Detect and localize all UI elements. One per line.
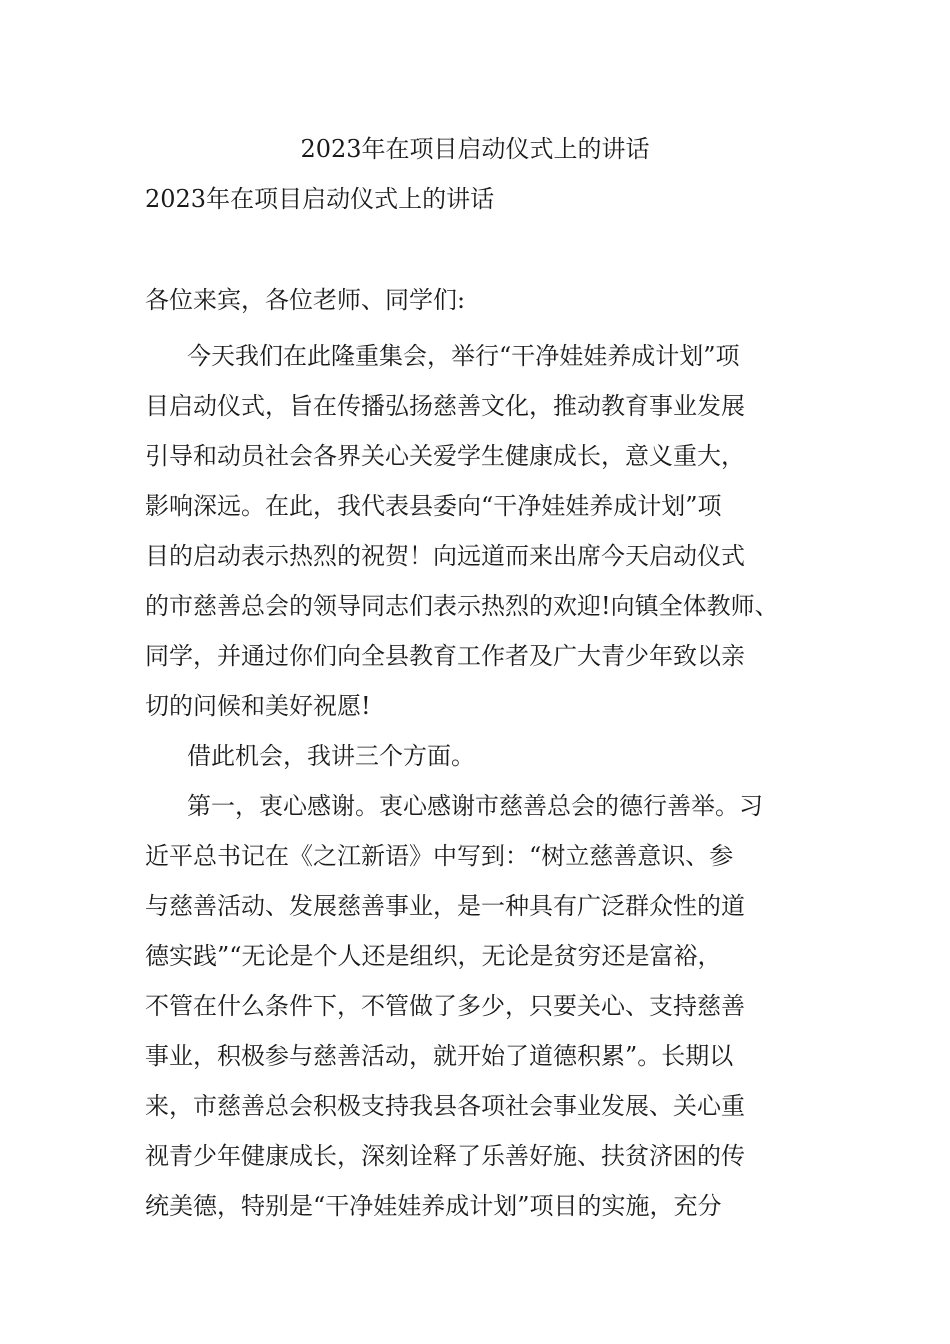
document-subtitle: 2023年在项目启动仪式上的讲话 xyxy=(145,185,495,213)
body-line: 切的问候和美好祝愿! xyxy=(145,692,371,720)
body-line: 同学，并通过你们向全县教育工作者及广大青少年致以亲 xyxy=(145,642,745,670)
body-line: 不管在什么条件下，不管做了多少，只要关心、支持慈善 xyxy=(145,992,745,1020)
body-line: 视青少年健康成长，深刻诠释了乐善好施、扶贫济困的传 xyxy=(145,1142,745,1170)
document-title: 2023年在项目启动仪式上的讲话 xyxy=(300,135,650,163)
body-line: 借此机会，我讲三个方面。 xyxy=(187,742,475,770)
body-line: 第一，衷心感谢。衷心感谢市慈善总会的德行善举。习 xyxy=(187,792,763,820)
body-line: 引导和动员社会各界关心关爱学生健康成长，意义重大， xyxy=(145,442,745,470)
body-line: 事业，积极参与慈善活动，就开始了道德积累”。长期以 xyxy=(145,1042,734,1070)
body-line: 近平总书记在《之江新语》中写到：“树立慈善意识、参 xyxy=(145,842,734,870)
body-line: 目启动仪式，旨在传播弘扬慈善文化，推动教育事业发展 xyxy=(145,392,745,420)
body-line: 今天我们在此隆重集会，举行“干净娃娃养成计划”项 xyxy=(187,342,740,370)
body-line: 与慈善活动、发展慈善事业，是一种具有广泛群众性的道 xyxy=(145,892,745,920)
body-line: 目的启动表示热烈的祝贺！向远道而来出席今天启动仪式 xyxy=(145,542,745,570)
body-line: 德实践”“无论是个人还是组织，无论是贫穷还是富裕， xyxy=(145,942,722,970)
body-line: 来，市慈善总会积极支持我县各项社会事业发展、关心重 xyxy=(145,1092,745,1120)
body-line: 统美德，特别是“干净娃娃养成计划”项目的实施，充分 xyxy=(145,1192,722,1220)
body-line: 的市慈善总会的领导同志们表示热烈的欢迎!向镇全体教师、 xyxy=(145,592,779,620)
body-line: 影响深远。在此，我代表县委向“干净娃娃养成计划”项 xyxy=(145,492,722,520)
salutation: 各位来宾，各位老师、同学们: xyxy=(145,286,466,314)
speech-body xyxy=(145,331,825,1231)
